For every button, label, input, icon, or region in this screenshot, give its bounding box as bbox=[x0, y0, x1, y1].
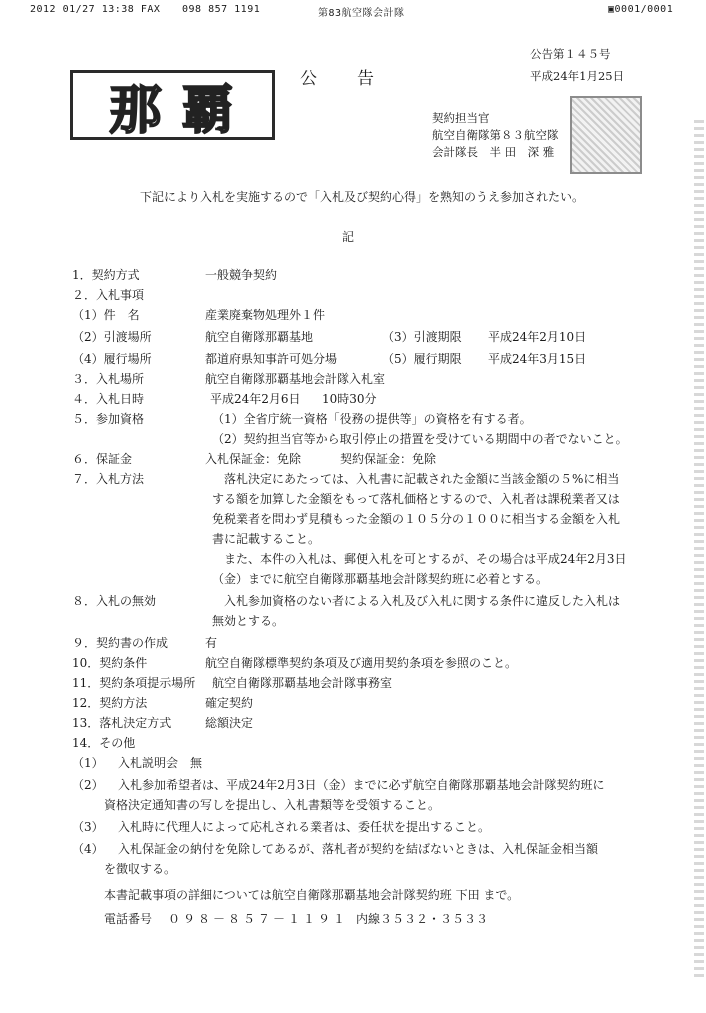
item-14-4-line1: 入札保証金の納付を免除してあるが、落札者が契約を結ばないときは、入札保証金相当額 bbox=[118, 842, 599, 856]
item-4-label: ４．入札日時 bbox=[72, 392, 145, 406]
item-14-2-line1: 入札参加希望者は、平成24年2月3日（金）までに必ず航空自衛隊那覇基地会計隊契約班に bbox=[118, 778, 605, 792]
item-3-value: 航空自衛隊那覇基地会計隊入札室 bbox=[205, 372, 386, 386]
notice-title: 公 告 bbox=[300, 69, 376, 89]
item-2-5-label: （5）履行期限 bbox=[382, 352, 462, 366]
item-8-label: ８．入札の無効 bbox=[72, 594, 157, 608]
item-7-line1: 落札決定にあたっては、入札書に記載された金額に当該金額の５%に相当 bbox=[212, 472, 620, 486]
item-12-value: 確定契約 bbox=[205, 696, 254, 710]
item-6-value2: 契約保証金：免除 bbox=[340, 452, 437, 466]
fax-sender: 第83航空隊会計隊 bbox=[318, 8, 405, 19]
item-13-value: 総額決定 bbox=[205, 716, 254, 730]
item-2-4-value: 都道府県知事許可処分場 bbox=[205, 352, 338, 366]
item-3-label: ３．入札場所 bbox=[72, 372, 145, 386]
item-2-label: ２．入札事項 bbox=[72, 288, 145, 302]
item-9-label: ９．契約書の作成 bbox=[72, 636, 169, 650]
item-14-3-value: 入札時に代理人によって応札される業者は、委任状を提出すること。 bbox=[118, 820, 491, 834]
fax-page: ▣0001/0001 bbox=[608, 4, 674, 15]
item-10-value: 航空自衛隊標準契約条項及び適用契約条項を参照のこと。 bbox=[205, 656, 518, 670]
issuer-line2: 航空自衛隊第８３航空隊 bbox=[432, 128, 559, 142]
item-2-2-label: （2）引渡場所 bbox=[72, 330, 152, 344]
phone-extension: 内線３５３２・３５３３ bbox=[356, 912, 489, 926]
item-14-2-line2: 資格決定通知書の写しを提出し、入札書類等を受領すること。 bbox=[104, 798, 441, 812]
official-seal bbox=[570, 96, 642, 174]
issuer-line3: 会計隊長 半 田 深 雅 bbox=[432, 145, 555, 159]
item-2-2-value: 航空自衛隊那覇基地 bbox=[205, 330, 314, 344]
item-7-line4: 書に記載すること。 bbox=[212, 532, 321, 546]
fax-number: 098 857 1191 bbox=[182, 4, 261, 15]
item-13-label: 13．落札決定方式 bbox=[72, 716, 172, 730]
item-2-3-value: 平成24年2月10日 bbox=[488, 330, 587, 344]
item-4-value: 平成24年2月6日 bbox=[210, 392, 301, 406]
item-7-line6: （金）までに航空自衛隊那覇基地会計隊契約班に必着とする。 bbox=[212, 572, 549, 586]
item-5-line2: （2）契約担当官等から取引停止の措置を受けている期間中の者でないこと。 bbox=[212, 432, 628, 446]
item-6-label: ６．保証金 bbox=[72, 452, 133, 466]
item-7-line5: また、本件の入札は、郵便入札を可とするが、その場合は平成24年2月3日 bbox=[212, 552, 627, 566]
fax-page-icon: ▣ bbox=[608, 4, 615, 15]
item-6-value: 入札保証金：免除 bbox=[205, 452, 302, 466]
notice-date: 平成24年1月25日 bbox=[530, 69, 625, 83]
item-14-1-num: （1） bbox=[72, 756, 104, 770]
naha-stamp: 那覇 bbox=[70, 70, 275, 140]
item-14-1-value: 入札説明会 無 bbox=[118, 756, 203, 770]
item-14-label: 14．その他 bbox=[72, 736, 136, 750]
item-14-4-line2: を徴収する。 bbox=[104, 862, 177, 876]
scan-edge bbox=[694, 120, 704, 980]
item-1-label: 1．契約方式 bbox=[72, 268, 140, 282]
item-2-3-label: （3）引渡期限 bbox=[382, 330, 462, 344]
item-5-line1: （1）全省庁統一資格「役務の提供等」の資格を有する者。 bbox=[212, 412, 532, 426]
phone-label: 電話番号 bbox=[104, 912, 153, 926]
item-7-label: ７．入札方法 bbox=[72, 472, 145, 486]
item-14-3-num: （3） bbox=[72, 820, 104, 834]
item-10-label: 10．契約条件 bbox=[72, 656, 148, 670]
issuer-line1: 契約担当官 bbox=[432, 111, 490, 125]
item-4-time: 10時30分 bbox=[322, 392, 377, 406]
item-1-value: 一般競争契約 bbox=[205, 268, 278, 282]
item-9-value: 有 bbox=[205, 636, 218, 650]
item-2-5-value: 平成24年3月15日 bbox=[488, 352, 587, 366]
fax-datetime: 2012 01/27 13:38 FAX bbox=[30, 4, 161, 15]
item-7-line2: する額を加算した金額をもって落札価格とするので、入札者は課税業者又は bbox=[212, 492, 620, 506]
item-7-line3: 免税業者を問わず見積もった金額の１０５分の１００に相当する金額を入札 bbox=[212, 512, 621, 526]
item-11-label: 11．契約条項提示場所 bbox=[72, 676, 196, 690]
item-14-4-num: （4） bbox=[72, 842, 104, 856]
item-12-label: 12．契約方法 bbox=[72, 696, 148, 710]
ki-heading: 記 bbox=[342, 230, 355, 244]
item-8-line1: 入札参加資格のない者による入札及び入札に関する条件に違反した入札は bbox=[212, 594, 621, 608]
item-14-2-num: （2） bbox=[72, 778, 104, 792]
footer-contact: 本書記載事項の詳細については航空自衛隊那覇基地会計隊契約班 下田 まで。 bbox=[104, 888, 520, 902]
notice-number: 公告第１４５号 bbox=[530, 47, 611, 61]
phone-number: ０９８－８５７－１１９１ bbox=[168, 912, 349, 926]
item-2-4-label: （4）履行場所 bbox=[72, 352, 152, 366]
intro-text: 下記により入札を実施するので「入札及び契約心得」を熟知のうえ参加されたい。 bbox=[140, 190, 585, 204]
item-11-value: 航空自衛隊那覇基地会計隊事務室 bbox=[212, 676, 393, 690]
item-5-label: ５．参加資格 bbox=[72, 412, 145, 426]
item-8-line2: 無効とする。 bbox=[212, 614, 285, 628]
item-2-1-label: （1）件 名 bbox=[72, 308, 140, 322]
item-2-1-value: 産業廃棄物処理外１件 bbox=[205, 308, 326, 322]
